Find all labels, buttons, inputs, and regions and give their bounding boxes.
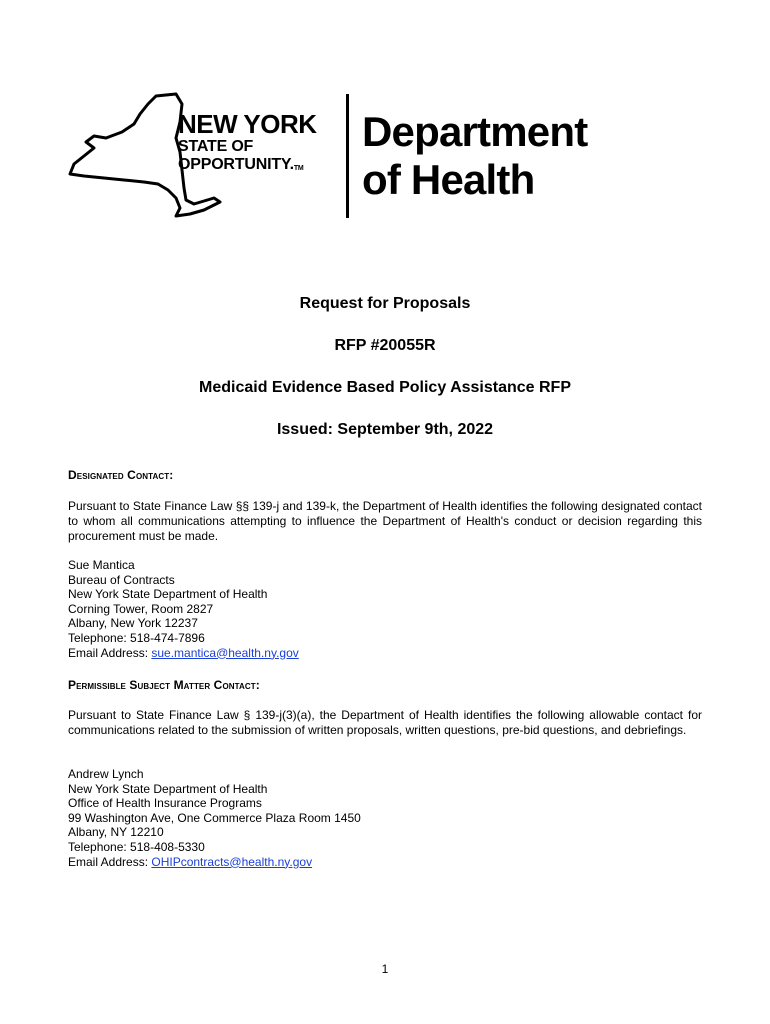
designated-contact-paragraph: Pursuant to State Finance Law §§ 139-j and 139-k, the Department of Health identifies the following designated contact to whom all communications attempting to influence the Department of Health's conduct or decision regarding this procurement must be made. xyxy=(68,499,702,543)
email-link[interactable]: OHIPcontracts@health.ny.gov xyxy=(151,854,313,869)
contact-line: Albany, NY 12210 xyxy=(68,825,164,840)
trademark-mark: TM xyxy=(293,165,304,172)
contact-telephone: Telephone: 518-408-5330 xyxy=(68,839,205,854)
rfp-name: Medicaid Evidence Based Policy Assistance RFP xyxy=(199,379,571,396)
nys-wordmark xyxy=(178,110,317,177)
nys-line3 xyxy=(178,156,317,177)
contact-line: Corning Tower, Room 2827 xyxy=(68,601,214,616)
nys-line2: STATE OF xyxy=(178,138,254,155)
designated-contact-block xyxy=(68,558,299,660)
email-link[interactable]: sue.mantica@health.ny.gov xyxy=(151,645,299,660)
subject-matter-contact-block xyxy=(68,767,361,869)
contact-line: 99 Washington Ave, One Commerce Plaza Room 1450 xyxy=(68,810,361,825)
designated-contact-label xyxy=(68,468,173,482)
contact-line: New York State Department of Health xyxy=(68,587,268,602)
rfp-number: RFP #20055R xyxy=(334,337,436,354)
contact-line: New York State Department of Health xyxy=(68,781,268,796)
email-label: Email Address: xyxy=(68,645,152,660)
page-number: 1 xyxy=(381,962,389,976)
nys-line3-text: OPPORTUNITY. xyxy=(178,156,294,173)
issued-date: Issued: September 9th, 2022 xyxy=(276,421,494,438)
designated-contact-label-text: Designated Contact: xyxy=(68,468,174,482)
subject-matter-contact-paragraph: Pursuant to State Finance Law § 139-j(3)(a), the Department of Health identifies the following allowable contact for communications related to the submission of written proposals, written questions, pre-bid questions, and debriefings. xyxy=(68,708,702,737)
contact-email-row xyxy=(68,855,361,870)
contact-line: Bureau of Contracts xyxy=(68,572,175,587)
department-line2: of Health xyxy=(362,156,535,203)
contact-telephone: Telephone: 518-474-7896 xyxy=(68,630,205,645)
subject-matter-contact-label-text: Permissible Subject Matter Contact: xyxy=(68,678,260,692)
contact-line: Albany, New York 12237 xyxy=(68,616,198,631)
department-line1: Department xyxy=(362,108,588,155)
subject-matter-contact-label xyxy=(68,678,260,692)
department-of-health-wordmark xyxy=(362,108,587,204)
contact-name: Andrew Lynch xyxy=(68,767,144,781)
nys-line1: NEW YORK xyxy=(178,109,317,139)
nys-doh-logo xyxy=(64,92,624,224)
contact-name: Sue Mantica xyxy=(68,558,135,572)
contact-email-row xyxy=(68,646,299,661)
contact-line: Office of Health Insurance Programs xyxy=(68,796,262,811)
document-title: Request for Proposals xyxy=(299,295,471,312)
logo-divider xyxy=(346,94,349,218)
email-label: Email Address: xyxy=(68,854,152,869)
